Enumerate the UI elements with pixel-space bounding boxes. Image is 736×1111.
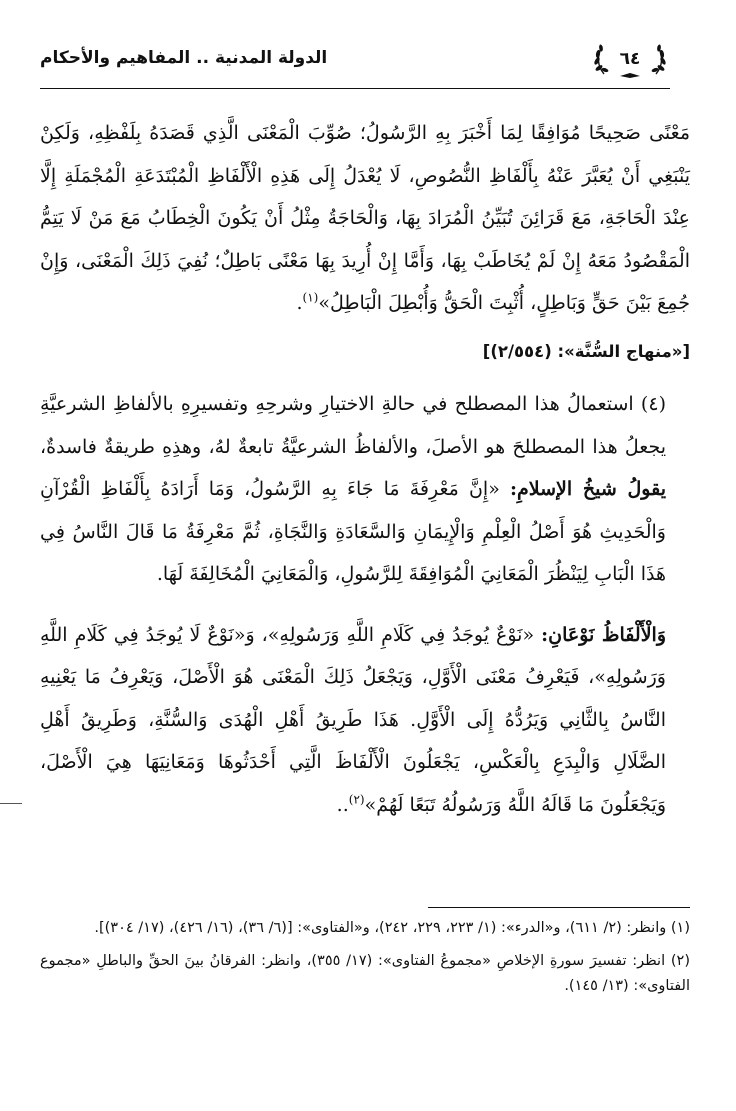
footnote-divider xyxy=(428,907,690,908)
footnote-ref-2: (٢) xyxy=(348,792,365,807)
margin-mark xyxy=(0,803,22,804)
footnotes xyxy=(40,916,690,1007)
sheikh-al-islam-label: يقولُ شيخُ الإسلامِ: xyxy=(509,478,666,500)
footnote-ref-1: (١) xyxy=(302,290,319,305)
header-divider xyxy=(40,88,670,89)
two-types-label: وَالْأَلْفَاظُ نَوْعَانِ: xyxy=(541,623,666,646)
running-title: الدولة المدنية .. المفاهيم والأحكام xyxy=(40,48,328,68)
main-text xyxy=(40,112,690,826)
source-reference: [«منهاج السُّنَّة»: (٢/٥٥٤)] xyxy=(482,341,690,361)
footnote-1: (١) وانظر: (٢/ ٦١١)، و«الدرء»: (١/ ٢٢٣، ٢٢٩، ٢٤٢)، و«الفتاوى»: [(٦/ ٣٦)، (١٦/ ٤٢٦)، (١٧/ ٣٠٤)]. xyxy=(94,920,690,936)
paragraph-two-types: وَالْأَلْفَاظُ نَوْعَانِ: «نَوْعٌ يُوجَدُ فِي كَلَامِ اللَّهِ وَرَسُولِهِ»، وَ«نَوْعٌ لَا يُوجَدُ فِي كَلَامِ اللَّهِ وَرَسُولِهِ»، فَيَعْرِفُ مَعْنَى الْأَوَّلِ، وَيَجْعَلُ ذَلِكَ الْمَعْنَى هُوَ الْأَصْلَ، وَيَعْرِفُ مَا يَعْنِيهِ النَّاسُ بِالثَّانِي وَيَرُدُّهُ إِلَى الْأَوَّلِ. هَذَا طَرِيقُ أَهْلِ الْهُدَى وَالسُّنَّةِ، وَطَرِيقُ أَهْلِ الضَّلَالِ وَالْبِدَعِ بِالْعَكْسِ، يَجْعَلُونَ الْأَلْفَاظَ الَّتِي أَحْدَثُوهَا وَمَعَانِيَهَا هِيَ الْأَصْلَ، وَيَجْعَلُونَ مَا قَالَهُ اللَّهُ وَرَسُولُهُ تَبَعًا لَهُمْ»$^{(٢)}$.. xyxy=(40,623,666,816)
page-number: ٦٤ xyxy=(619,49,641,69)
page-header xyxy=(40,40,670,86)
paragraph-gap xyxy=(40,596,690,614)
paragraph-point-4: (٤) استعمالُ هذا المصطلح في حالةِ الاختيارِ وشرحِهِ وتفسيرِهِ بالألفاظِ الشرعيَّةِ يجعلُ هذا المصطلحَ هو الأصلَ، والألفاظُ الشرعيَّةُ تابعةٌ لهُ، وهذِهِ طريقةٌ فاسدةٌ، يقولُ شيخُ الإسلامِ: «إِنَّ مَعْرِفَةَ مَا جَاءَ بِهِ الرَّسُولُ، وَمَا أَرَادَهُ بِأَلْفَاظِ الْقُرْآنِ وَالْحَدِيثِ هُوَ أَصْلُ الْعِلْمِ وَالْإِيمَانِ وَالسَّعَادَةِ وَالنَّجَاةِ، ثُمَّ مَعْرِفَةُ مَا قَالَ النَّاسُ فِي هَذَا الْبَابِ لِيَنْظُرَ الْمَعَانِيَ الْمُوَافِقَةَ لِلرَّسُولِ، وَالْمَعَانِيَ الْمُخَالِفَةَ لَهَا. xyxy=(40,393,666,585)
paragraph-quote-continuation: مَعْنًى صَحِيحًا مُوَافِقًا لِمَا أَخْبَرَ بِهِ الرَّسُولُ؛ صُوِّبَ الْمَعْنَى الَّذِي قَصَدَهُ بِلَفْظِهِ، وَلَكِنْ يَنْبَغِي أَنْ يُعَبَّرَ عَنْهُ بِأَلْفَاظِ النُّصُوصِ، لَا يُعْدَلُ إِلَى هَذِهِ الْأَلْفَاظِ الْمُبْتَدَعَةِ الْمُجْمَلَةِ إِلَّا عِنْدَ الْحَاجَةِ، مَعَ قَرَائِنَ تُبَيِّنُ الْمُرَادَ بِهَا، وَالْحَاجَةُ مِثْلُ أَنْ يَكُونَ الْخِطَابُ مَعَ مَنْ لَا يَتِمُّ الْمَقْصُودُ مَعَهُ إِنْ لَمْ يُخَاطَبْ بِهَا، وَأَمَّا إِنْ أُرِيدَ بِهَا مَعْنًى بَاطِلٌ؛ نُفِيَ ذَلِكَ الْمَعْنَى، وَإِنْ جُمِعَ بَيْنَ حَقٍّ وَبَاطِلٍ، أُثْبِتَ الْحَقُّ وَأُبْطِلَ الْبَاطِلُ»$^{(١)}$. xyxy=(40,122,690,314)
footnote-2: (٢) انظر: تفسيرَ سورةِ الإخلاصِ «مجموعُ الفتاوى»: (١٧/ ٣٥٥)، وانظر: الفرقانُ بينَ الحقِّ والباطلِ «مجموع الفتاوى»: (١٣/ ١٤٥). xyxy=(40,953,690,994)
page-number-ornament xyxy=(590,40,670,80)
